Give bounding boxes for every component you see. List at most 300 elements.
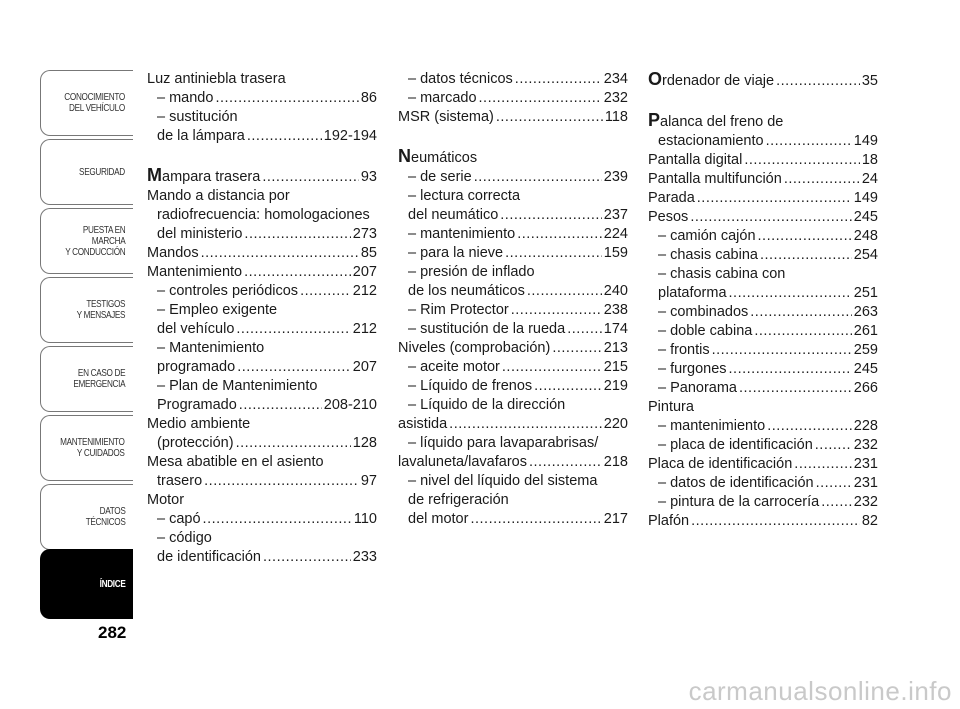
page-ref: 213 [603,340,628,356]
page-ref: 234 [603,71,628,87]
entry-label: – líquido para lavaparabrisas/ [408,435,599,451]
entry-text [147,166,260,187]
index-entry[interactable] [398,225,628,244]
section-letter: O [648,69,663,89]
entry-label: – marcado [408,90,477,106]
entry-label: Plafón [648,513,690,529]
page-ref: 245 [853,361,878,377]
page-ref: 232 [853,494,878,510]
index-entry[interactable] [147,510,377,529]
index-entry[interactable] [147,396,377,415]
dot-leader [474,168,602,187]
index-entry[interactable] [398,108,628,127]
index-entry[interactable] [648,360,878,379]
index-heading [147,301,377,320]
index-entry[interactable] [648,512,878,531]
entry-label: trasero [157,473,203,489]
index-heading [147,206,377,225]
dot-leader [517,225,602,244]
section-letter: M [147,165,162,185]
index-entry[interactable] [398,282,628,301]
page-ref: 224 [603,226,628,242]
section-letter: P [648,110,661,130]
entry-label: Placa de identificación [648,456,793,472]
entry-label: Mesa abatible en el asiento [147,454,324,470]
dot-leader [552,339,601,358]
entry-label: de la lámpara [157,128,245,144]
index-entry[interactable] [648,151,878,170]
entry-text [157,207,370,223]
page-ref: 93 [360,169,377,185]
entry-label: Programado [157,397,237,413]
index-heading [147,108,377,127]
entry-text [658,284,727,303]
entry-label: del neumático [408,207,499,223]
dot-leader [766,132,852,151]
entry-label: Pesos [648,209,689,225]
entry-label: del motor [408,511,469,527]
entry-text [157,320,234,339]
dot-leader [690,208,851,227]
dot-leader [729,284,852,303]
index-entry[interactable] [398,453,628,472]
entry-text [157,510,201,529]
entry-text [408,188,520,204]
page-ref: 192-194 [323,128,377,144]
index-entry[interactable] [398,377,628,396]
entry-text [157,396,237,415]
index-entry[interactable] [147,472,377,491]
entry-text [658,132,764,151]
dot-leader [729,360,852,379]
page-ref: 35 [861,73,878,89]
entry-text [157,548,261,567]
page-ref: 149 [853,190,878,206]
tab-conocimiento-del-vehiculo[interactable] [40,70,133,136]
index-entry[interactable] [147,89,377,108]
entry-text [157,109,238,125]
entry-label: – chasis cabina con [658,266,786,282]
entry-label: – furgones [658,361,727,377]
entry-text [157,340,264,356]
index-heading [147,529,377,548]
page-ref: 240 [603,283,628,299]
entry-text [658,322,752,341]
entry-text [408,168,472,187]
page-ref: 232 [603,90,628,106]
entry-text [658,341,710,360]
page-number: 282 [98,623,127,642]
entry-text [408,206,498,225]
entry-label: (protección) [157,435,234,451]
entry-label: Pintura [648,399,694,415]
dot-leader [470,510,601,529]
index-entry[interactable] [147,127,377,146]
page-ref: 259 [853,342,878,358]
index-heading [648,265,878,284]
index-entry[interactable] [398,244,628,263]
dot-leader [529,453,602,472]
tab-seguridad[interactable] [40,139,133,205]
page-ref: 212 [352,283,377,299]
index-entry[interactable] [648,227,878,246]
entry-text [408,492,509,508]
entry-label: plataforma [658,285,727,301]
index-entry[interactable] [648,436,878,455]
entry-text [157,127,245,146]
index-heading [147,70,377,89]
page-ref: 231 [853,475,878,491]
dot-leader [236,434,351,453]
index-entry[interactable] [398,339,628,358]
dot-leader [262,168,359,187]
index-entry[interactable] [648,322,878,341]
index-entry[interactable] [648,379,878,398]
tab-en-caso-de-emergencia[interactable] [40,346,133,412]
entry-text [658,474,814,493]
index-entry[interactable] [648,455,878,474]
tab-datos-tecnicos[interactable] [40,484,133,550]
page-ref: 251 [853,285,878,301]
index-entry[interactable] [648,284,878,303]
page-ref: 273 [352,226,377,242]
tab-indice[interactable] [40,549,133,619]
index-entry[interactable] [398,415,628,434]
entry-text [147,263,242,282]
entry-label: de refrigeración [408,492,509,508]
dot-leader [750,303,852,322]
dot-leader [215,89,358,108]
entry-text [648,512,689,531]
index-entry[interactable] [147,548,377,567]
index-entry[interactable] [147,320,377,339]
index-entry[interactable] [648,474,878,493]
index-entry[interactable] [147,225,377,244]
entry-label: – placa de identificación [658,437,813,453]
page-ref: 110 [353,511,377,527]
entry-label: Luz antiniebla trasera [147,71,286,87]
entry-text [398,453,527,472]
entry-label: – doble cabina [658,323,753,339]
index-entry[interactable] [398,206,628,225]
page-ref: 82 [861,513,878,529]
page-ref: 228 [853,418,878,434]
dot-leader [511,301,602,320]
dot-leader [505,244,602,263]
entry-label: – combinados [658,304,749,320]
entry-text [157,282,298,301]
entry-text [648,70,774,91]
entry-label: del ministerio [157,226,243,242]
page-ref: 97 [360,473,377,489]
entry-label: – frontis [658,342,710,358]
entry-text [408,397,565,413]
entry-text [658,417,765,436]
index-entry[interactable] [648,70,878,91]
entry-text [648,110,784,130]
entry-text [157,434,234,453]
index-entry[interactable] [147,263,377,282]
dot-leader [760,246,852,265]
dot-leader [758,227,852,246]
entry-label: de identificación [157,549,261,565]
index-entry[interactable] [398,320,628,339]
index-heading [398,147,628,168]
entry-text [157,472,202,491]
entry-label: – Líquido de la dirección [408,397,566,413]
entry-text [658,360,727,379]
dot-leader [527,282,602,301]
entry-text [658,227,756,246]
index-heading [398,396,628,415]
entry-text [648,455,792,474]
tab-label: PUESTA EN MARCHA Y CONDUCCIÓN [64,224,125,258]
entry-text [147,454,324,470]
index-entry[interactable] [147,282,377,301]
dot-leader [244,263,351,282]
entry-label: – presión de inflado [408,264,535,280]
entry-label: lavaluneta/lavafaros [398,454,527,470]
page-ref: 86 [360,90,377,106]
entry-label: – chasis cabina [658,247,758,263]
entry-label: Parada [648,190,695,206]
entry-text [408,435,598,451]
index-entry[interactable] [147,358,377,377]
entry-text [658,379,737,398]
dot-leader [496,108,603,127]
entry-text [648,189,695,208]
entry-label: – capó [157,511,201,527]
page-ref: 174 [603,321,628,337]
index-entry[interactable] [648,208,878,227]
index-heading [398,434,628,453]
entry-label: – Líquido de frenos [408,378,533,394]
dot-leader [739,379,852,398]
dot-leader [697,189,852,208]
entry-label: estacionamiento [658,133,764,149]
dot-leader [534,377,602,396]
index-heading [147,491,377,510]
page-ref: 118 [604,109,628,125]
tab-testigos-y-mensajes[interactable] [40,277,133,343]
dot-leader [754,322,851,341]
tab-label: ÍNDICE [99,578,125,590]
entry-label: Niveles (comprobación) [398,340,551,356]
index-heading [398,472,628,491]
entry-label: – sustitución de la rueda [408,321,566,337]
dot-leader [712,341,852,360]
index-entry[interactable] [648,417,878,436]
dot-leader [263,548,351,567]
entry-text [408,264,535,280]
index-heading [648,111,878,132]
dot-leader [744,151,860,170]
entry-label: MSR (sistema) [398,109,494,125]
entry-text [408,510,468,529]
page-ref: 215 [603,359,628,375]
dot-leader [815,436,852,455]
index-entry[interactable] [147,244,377,263]
index-entry[interactable] [147,434,377,453]
section-gap [147,146,377,166]
dot-leader [244,225,350,244]
entry-text [408,473,597,489]
page-ref: 18 [861,152,878,168]
tab-label: SEGURIDAD [79,166,125,178]
page-ref: 24 [861,171,878,187]
tab-label: MANTENIMIENTO Y CUIDADOS [60,437,125,459]
entry-text [648,399,694,415]
entry-text [147,188,290,204]
index-entry[interactable] [648,170,878,189]
entry-label: rdenador de viaje [662,73,775,89]
entry-label: Mantenimiento [147,264,243,280]
dot-leader [500,206,602,225]
tab-label: TESTIGOS Y MENSAJES [76,299,125,321]
entry-label: programado [157,359,236,375]
entry-label: asistida [398,416,448,432]
entry-label: – Mantenimiento [157,340,265,356]
section-letter: N [398,146,411,166]
entry-text [648,208,688,227]
index-entry[interactable] [648,493,878,512]
entry-label: Pantalla digital [648,152,743,168]
entry-text [408,320,565,339]
page-ref: 245 [853,209,878,225]
entry-label: – Panorama [658,380,737,396]
dot-leader [247,127,322,146]
tab-label: DATOS TÉCNICOS [85,506,125,528]
entry-text [658,303,748,322]
tab-mantenimiento[interactable] [40,415,133,481]
dot-leader [236,320,350,339]
index-entry[interactable] [648,189,878,208]
entry-text [157,530,212,546]
entry-text [157,378,317,394]
entry-text [648,170,782,189]
dot-leader [479,89,602,108]
entry-text [157,225,242,244]
entry-text [147,244,199,263]
entry-text [157,89,213,108]
entry-text [408,358,500,377]
page-ref: 208-210 [323,397,377,413]
dot-leader [237,358,351,377]
section-gap [648,91,878,111]
entry-label: – nivel del líquido del sistema [408,473,598,489]
index-entry[interactable] [398,301,628,320]
entry-label: – aceite motor [408,359,500,375]
index-entry[interactable] [398,89,628,108]
dot-leader [821,493,852,512]
index-entry[interactable] [398,510,628,529]
entry-label: radiofrecuencia: homologaciones [157,207,370,223]
index-entry[interactable] [398,70,628,89]
entry-label: Medio ambiente [147,416,251,432]
index-entry[interactable] [147,166,377,187]
index-entry[interactable] [648,246,878,265]
index-heading [147,187,377,206]
entry-label: – datos técnicos [408,71,513,87]
page-ref: 248 [853,228,878,244]
page-ref: 263 [853,304,878,320]
entry-label: ampara trasera [162,169,261,185]
index-entry[interactable] [648,341,878,360]
entry-text [408,89,477,108]
page-ref: 266 [853,380,878,396]
entry-label: – mando [157,90,214,106]
entry-text [658,266,785,282]
entry-text [398,339,550,358]
index-entry[interactable] [648,303,878,322]
entry-text [408,377,532,396]
entry-text [408,244,503,263]
page-ref: 219 [603,378,628,394]
entry-text [147,71,286,87]
tab-puesta-en-marcha[interactable] [40,208,133,274]
index-column-2 [398,70,628,529]
dot-leader [300,282,351,301]
index-entry[interactable] [398,358,628,377]
entry-label: – Empleo exigente [157,302,278,318]
page-ref: 232 [853,437,878,453]
entry-text [398,415,447,434]
page-ref: 159 [603,245,628,261]
dot-leader [449,415,602,434]
dot-leader [794,455,852,474]
index-entry[interactable] [398,168,628,187]
entry-label: – camión cajón [658,228,756,244]
entry-label: – lectura correcta [408,188,521,204]
entry-label: – controles periódicos [157,283,299,299]
page-ref: 261 [853,323,878,339]
dot-leader [767,417,852,436]
entry-label: – para la nieve [408,245,504,261]
entry-label: – sustitución [157,109,238,125]
entry-text [408,225,515,244]
dot-leader [239,396,322,415]
index-heading [398,491,628,510]
page-ref: 233 [352,549,377,565]
entry-label: eumáticos [411,150,478,166]
entry-label: alanca del freno de [660,114,784,130]
page-ref: 220 [603,416,628,432]
index-heading [147,339,377,358]
index-column-3 [648,70,878,531]
entry-label: – Rim Protector [408,302,509,318]
entry-label: – mantenimiento [658,418,766,434]
dot-leader [201,244,359,263]
index-heading [398,263,628,282]
page-ref: 85 [360,245,377,261]
index-heading [398,187,628,206]
page-ref: 237 [603,207,628,223]
entry-label: – código [157,530,212,546]
watermark: carmanualsonline.info [688,676,952,706]
entry-text [408,301,509,320]
index-entry[interactable] [648,132,878,151]
dot-leader [691,512,860,531]
page-ref: 207 [352,359,377,375]
entry-label: del vehículo [157,321,235,337]
dot-leader [515,70,602,89]
dot-leader [816,474,852,493]
page-ref: 207 [352,264,377,280]
entry-label: – Plan de Mantenimiento [157,378,318,394]
page-ref: 212 [352,321,377,337]
page-ref: 254 [853,247,878,263]
page-ref: 218 [603,454,628,470]
